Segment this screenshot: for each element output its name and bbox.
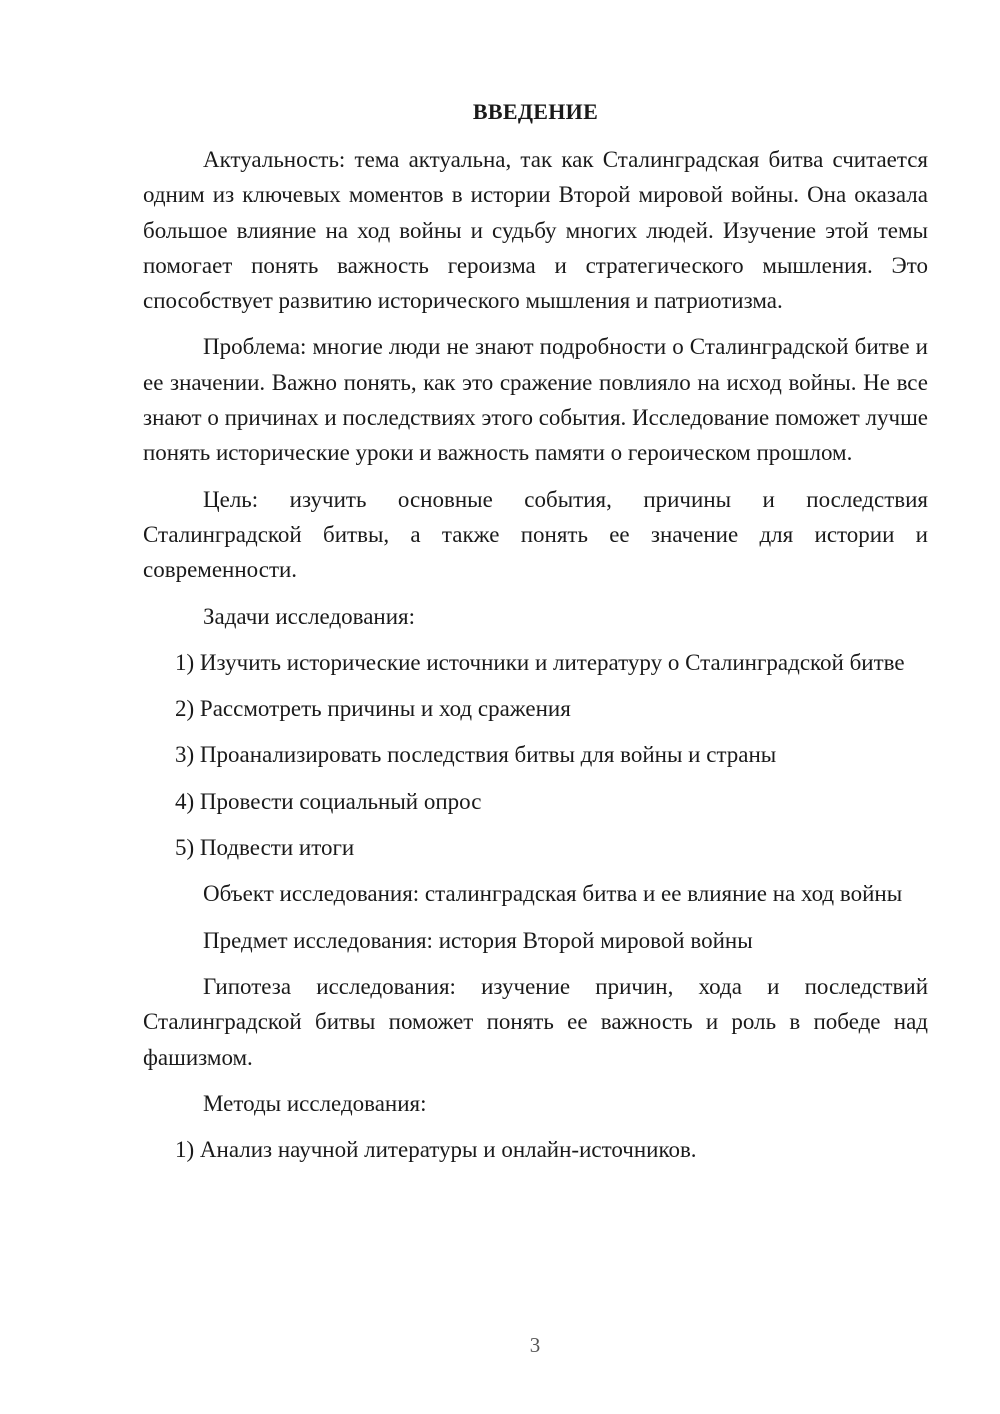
problem-paragraph: Проблема: многие люди не знают подробности о Сталинградской битве и ее значении. Важно понять, как это сражение повлияло на исход войны. Не все знают о причинах и последствиях этого события. Исследование поможет лучше понять исторические уроки и важность памяти о героическом прошлом. (143, 334, 928, 466)
task-item-1: 1) Изучить исторические источники и литературу о Сталинградской битве (175, 649, 905, 675)
task-item-5: 5) Подвести итоги (175, 835, 355, 861)
method-item-1: 1) Анализ научной литературы и онлайн-источников. (175, 1137, 697, 1163)
goal-paragraph: Цель: изучить основные события, причины и последствия Сталинградской битвы, а также понять ее значение для истории и современности. (143, 486, 928, 583)
subject-paragraph: Предмет исследования: история Второй мировой войны (203, 927, 753, 953)
page-number: 3 (529, 1333, 541, 1357)
methods-heading: Методы исследования: (203, 1090, 427, 1116)
object-paragraph: Объект исследования: сталинградская битва и ее влияние на ход войны (203, 881, 903, 907)
tasks-heading: Задачи исследования: (203, 603, 416, 629)
relevance-paragraph: Актуальность: тема актуальна, так как Сталинградская битва считается одним из ключевых моментов в истории Второй мировой войны. Она оказала большое влияние на ход войны и судьбу многих людей. Изучение этой темы помогает понять важность героизма и стратегического мышления. Это способствует развитию исторического мышления и патриотизма. (143, 147, 928, 314)
page-title: ВВЕДЕНИЕ (472, 99, 599, 124)
hypothesis-paragraph: Гипотеза исследования: изучение причин, хода и последствий Сталинградской битвы поможет понять ее важность и роль в победе над фашизмом. (143, 973, 928, 1070)
page-content (143, 95, 928, 1167)
task-item-3: 3) Проанализировать последствия битвы для войны и страны (175, 742, 777, 768)
task-item-2: 2) Рассмотреть причины и ход сражения (175, 696, 571, 722)
task-item-4: 4) Провести социальный опрос (175, 788, 482, 814)
